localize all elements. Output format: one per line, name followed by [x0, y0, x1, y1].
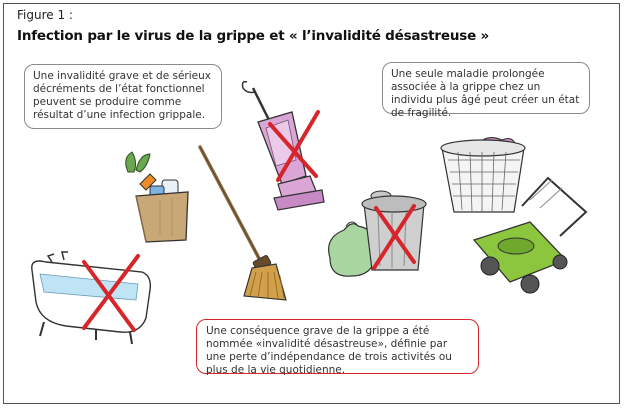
figure-label: Figure 1 : — [17, 8, 73, 22]
callout-top-right: Une seule maladie prolongée associée à la grippe chez un individu plus âgé peut créer un état de fragilité. — [382, 62, 590, 114]
callout-bottom: Une conséquence grave de la grippe a été nommée «invalidité désastreuse», définie par une perte d’indépendance de trois activités ou plus de la vie quotidienne. — [196, 319, 479, 374]
callout-top-left: Une invalidité grave et de sérieux décréments de l’état fonctionnel peuvent se produire comme résultat d’une infection grippale. — [24, 64, 222, 129]
vacuum-icon — [243, 82, 325, 210]
laundry-basket-icon — [441, 138, 525, 212]
figure-title: Infection par le virus de la grippe et « l’invalidité désastreuse » — [17, 28, 490, 44]
broom-icon — [200, 147, 286, 300]
grocery-bag-icon — [126, 152, 188, 242]
